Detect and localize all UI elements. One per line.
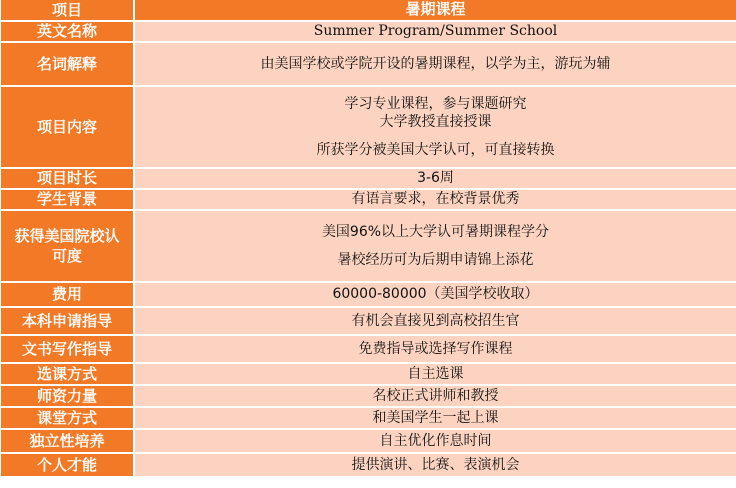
row-value-line: 和美国学生一起上课 [372, 409, 499, 426]
row-value-line: 名校正式讲师和教授 [372, 387, 499, 404]
row-label: 项目内容 [1, 87, 135, 167]
row-label: 英文名称 [1, 22, 135, 41]
table-row [1, 454, 736, 476]
table-header-row [1, 0, 736, 22]
row-label: 选课方式 [1, 364, 135, 384]
row-label: 项目时长 [1, 169, 135, 188]
row-value-line: 3-6周 [417, 170, 454, 187]
row-value-line: 提供演讲、比赛、表演机会 [351, 456, 520, 473]
table-row [1, 283, 736, 308]
row-value [135, 454, 736, 476]
row-value-line: 自主选课 [407, 365, 464, 382]
row-value-line: 60000-80000（美国学校收取） [332, 286, 539, 303]
table-row [1, 87, 736, 169]
row-value-line: Summer Program/Summer School [313, 23, 558, 40]
row-value-line: 学习专业课程，参与课题研究 [344, 95, 527, 112]
row-value [135, 190, 736, 209]
table-row [1, 408, 736, 430]
row-value-line: 免费指导或选择写作课程 [358, 340, 513, 357]
row-label: 独立性培养 [1, 430, 135, 452]
row-label: 课堂方式 [1, 408, 135, 428]
header-value: 暑期课程 [135, 0, 736, 20]
row-value [135, 364, 736, 384]
table-row [1, 336, 736, 364]
row-value [135, 283, 736, 306]
row-value [135, 87, 736, 167]
row-label: 学生背景 [1, 190, 135, 209]
header-label: 项目 [1, 0, 135, 20]
row-value [135, 430, 736, 452]
row-value-line: 美国96%以上大学认可暑期课程学分 [321, 223, 550, 240]
table-row [1, 364, 736, 386]
row-label: 名词解释 [1, 43, 135, 85]
row-value-line: 暑校经历可为后期申请锦上添花 [337, 252, 534, 268]
row-value [135, 386, 736, 406]
row-value [135, 336, 736, 362]
row-value-line: 由美国学校或学院开设的暑期课程，以学为主，游玩为辅 [260, 55, 611, 72]
table-row [1, 22, 736, 43]
row-value-line: 有机会直接见到高校招生官 [351, 312, 520, 329]
row-label: 个人才能 [1, 454, 135, 476]
row-value-line: 有语言要求，在校背景优秀 [351, 191, 520, 208]
table-row [1, 169, 736, 190]
row-value [135, 169, 736, 188]
row-value-line: 所获学分被美国大学认可，可直接转换 [316, 142, 555, 159]
table-row [1, 211, 736, 283]
row-value [135, 211, 736, 281]
row-label: 费用 [1, 283, 135, 306]
row-value [135, 408, 736, 428]
row-label: 文书写作指导 [1, 336, 135, 362]
table-row [1, 43, 736, 87]
row-value [135, 308, 736, 334]
row-value [135, 43, 736, 85]
row-value-line: 自主优化作息时间 [379, 432, 492, 449]
table-row [1, 190, 736, 211]
row-label: 师资力量 [1, 386, 135, 406]
table-row [1, 430, 736, 454]
table-row [1, 386, 736, 408]
row-value-line: 大学教授直接授课 [379, 113, 492, 130]
row-label: 本科申请指导 [1, 308, 135, 334]
table-row [1, 308, 736, 336]
row-label: 获得美国院校认可度 [1, 211, 135, 281]
row-value [135, 22, 736, 41]
